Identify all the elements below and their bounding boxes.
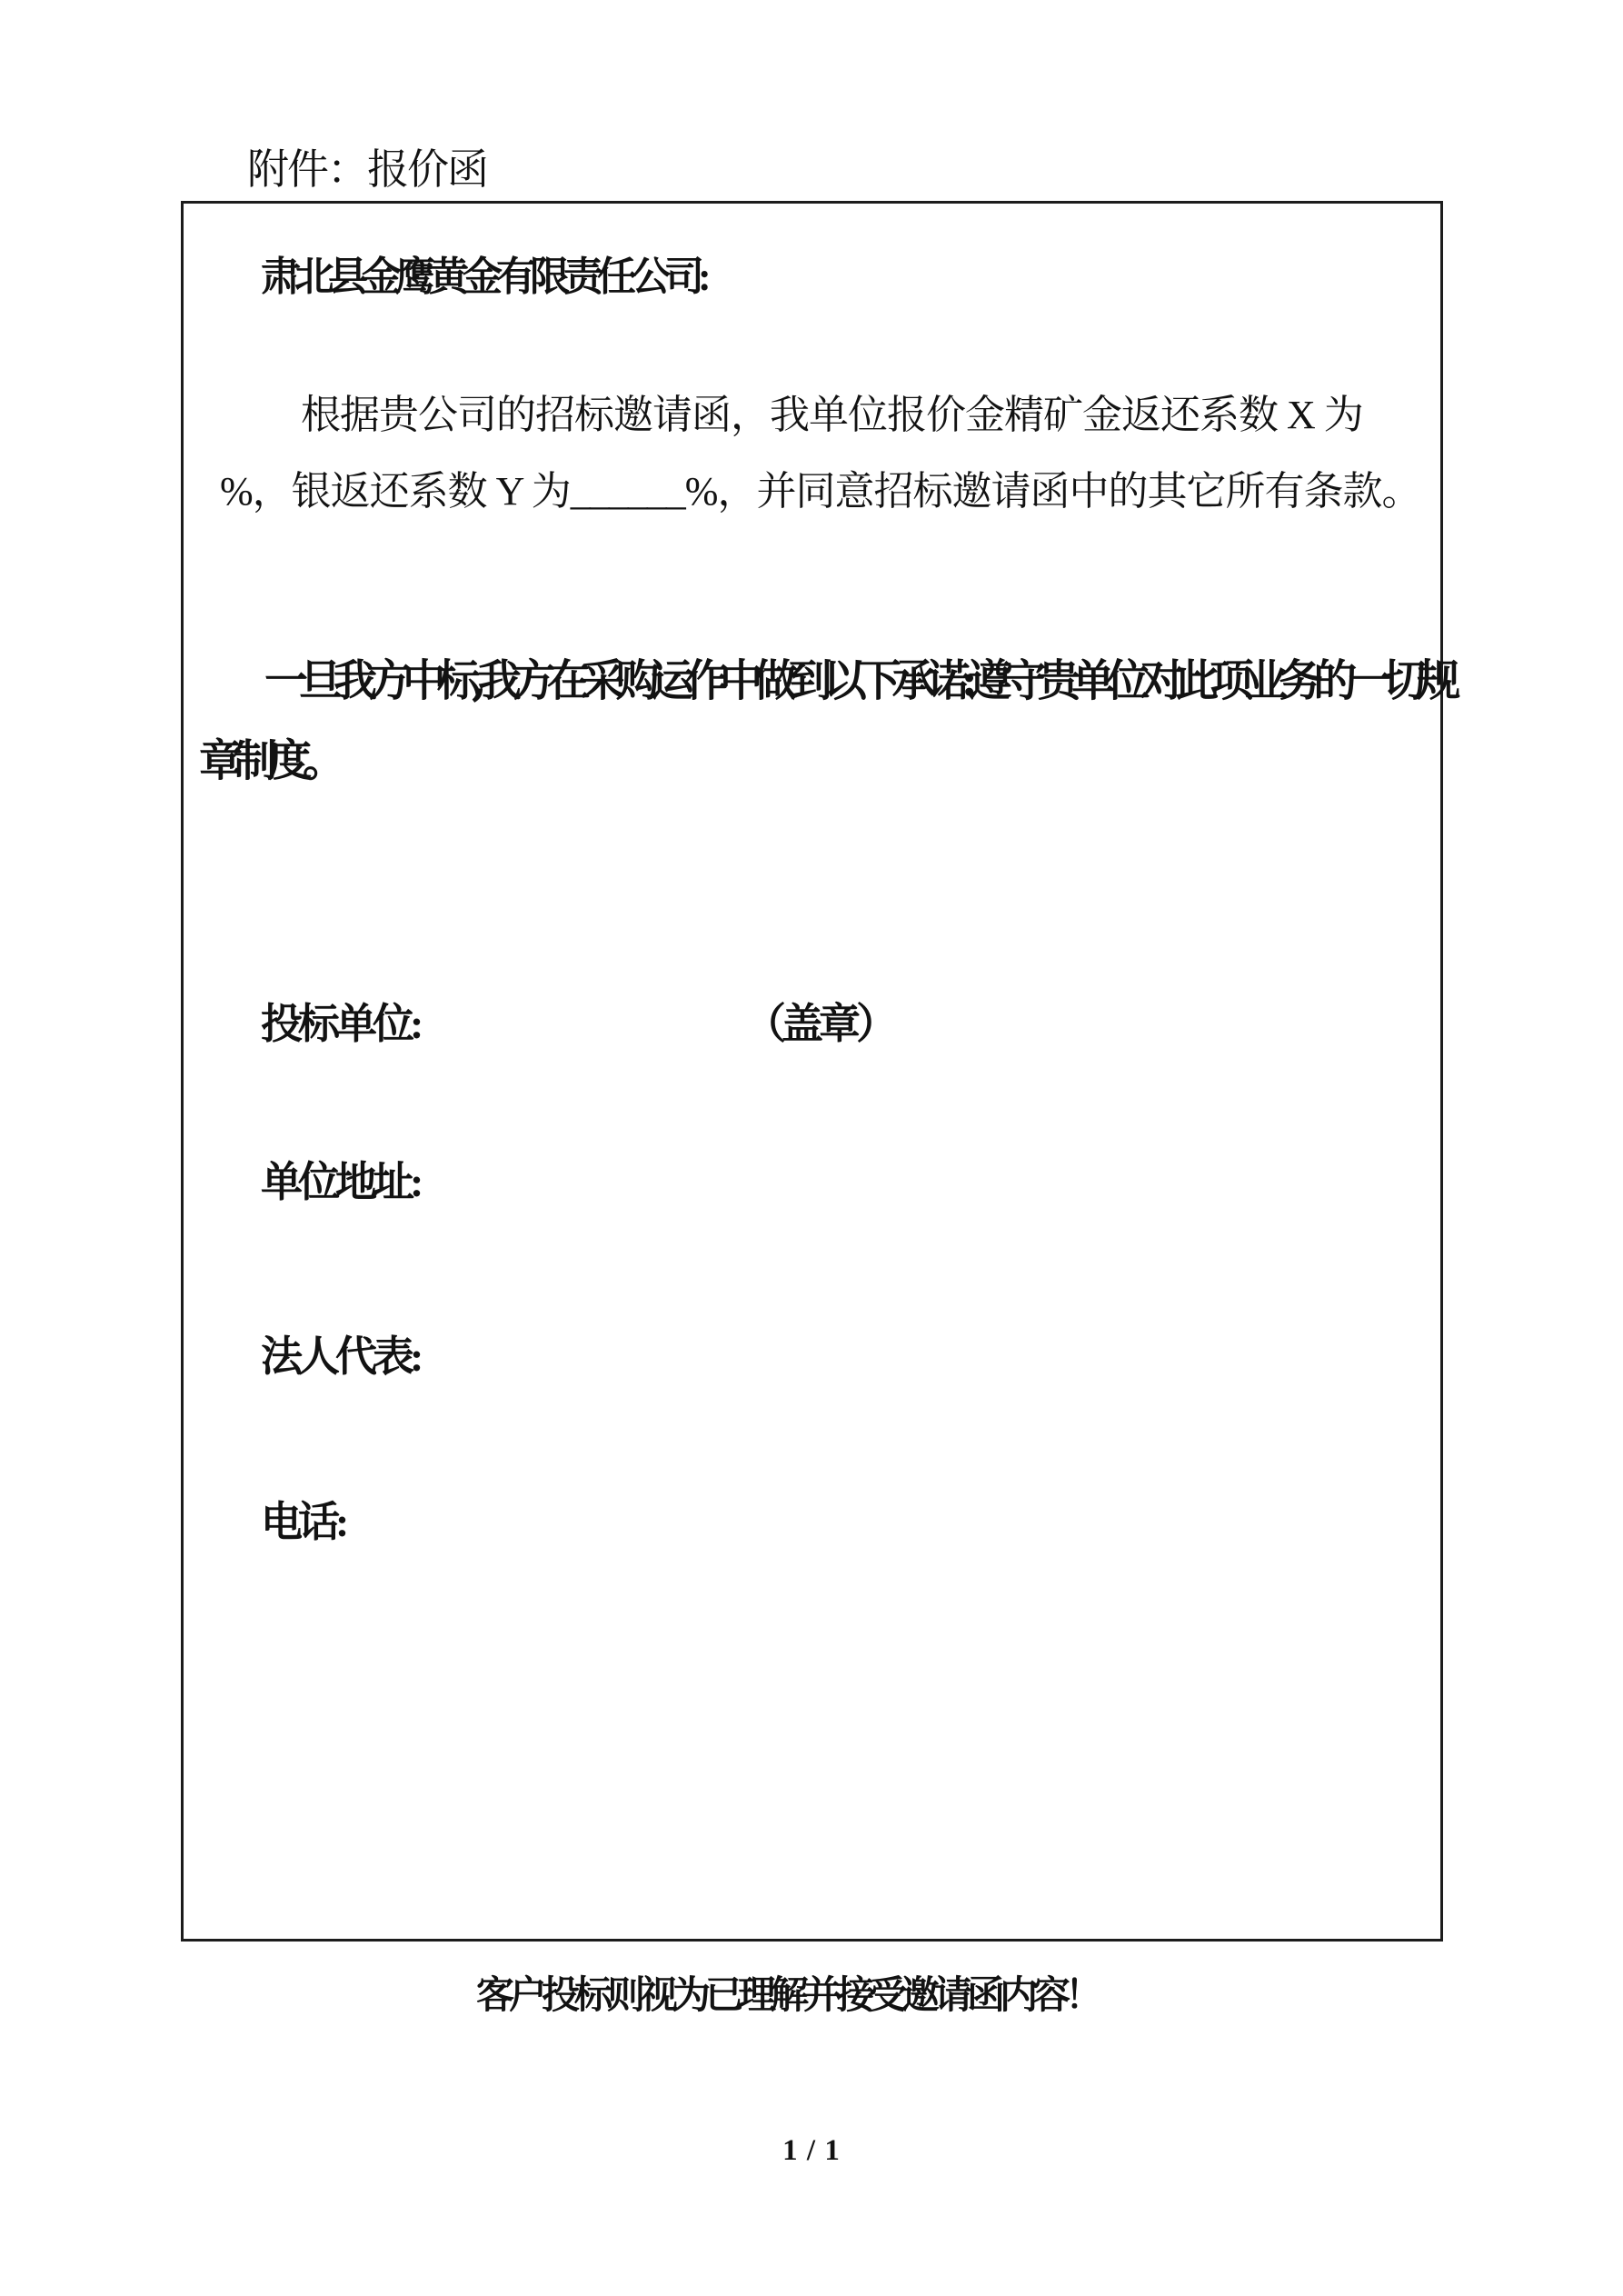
footer-note: 客户投标则视为已理解并接受邀请函内容！	[475, 1975, 1098, 2017]
field-bidder-unit	[261, 991, 1351, 1045]
commitment-paragraph-line1: 一旦我方中标,我方在采购运作中做到以下承诺:遵守贵单位对此项业务的一切规	[264, 655, 1452, 706]
offer-paragraph-line1: 根据贵公司的招标邀请函，我单位报价金精矿金返还系数 X 为	[301, 393, 1363, 437]
unit-address-label: 单位地址:	[261, 1159, 420, 1205]
commitment-paragraph-line2: 章制度。	[199, 735, 338, 786]
field-phone	[261, 1489, 1351, 1543]
legal-representative-label: 法人代表:	[261, 1333, 420, 1380]
salutation-company-name: 肃北县金鹰黄金有限责任公司:	[261, 255, 705, 299]
page-number: 1 / 1	[782, 2134, 841, 2167]
quotation-letter-box	[181, 201, 1452, 1942]
seal-annotation: （盖章）	[744, 1001, 893, 1047]
field-unit-address	[261, 1149, 1351, 1203]
field-legal-representative	[261, 1323, 1351, 1378]
offer-paragraph-line2: %，银返还系数 Y 为______%，并同意招标邀请函中的其它所有条款。	[220, 469, 1421, 514]
attachment-title: 附件：报价函	[247, 146, 487, 193]
bidder-unit-label: 投标单位:	[261, 1001, 420, 1047]
phone-label: 电话:	[261, 1499, 345, 1545]
